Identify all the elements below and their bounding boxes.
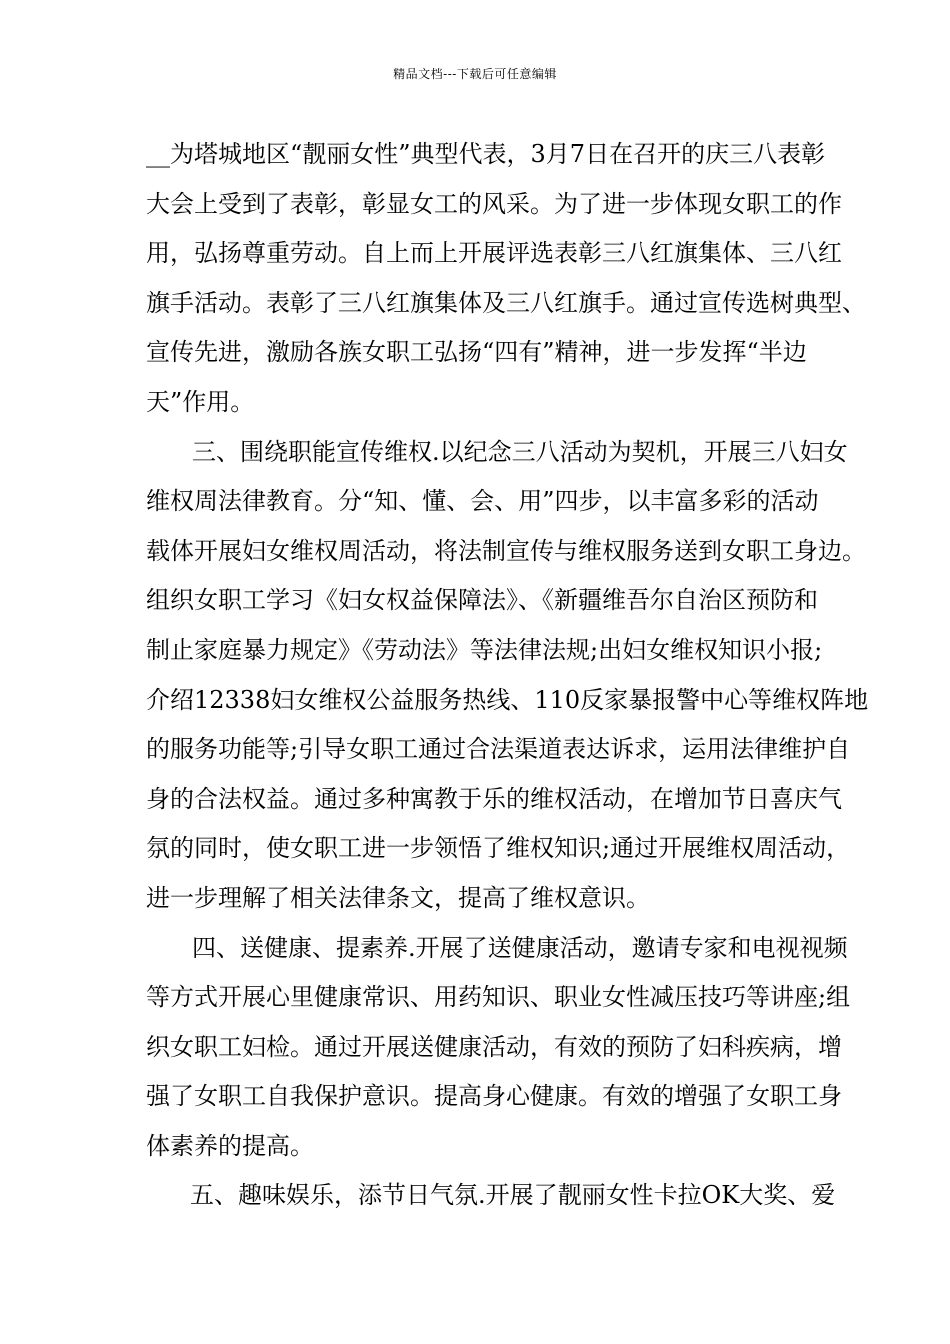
text-line: 强了女职工自我保护意识。提高身心健康。有效的增强了女职工身 — [146, 1082, 842, 1111]
text-line: 介绍12338妇女维权公益服务热线、110反家暴报警中心等维权阵地 — [146, 685, 869, 714]
text-line: 载体开展妇女维权周活动，将法制宣传与维权服务送到女职工身边。 — [146, 536, 866, 565]
paragraph-first-line: 三、围绕职能宣传维权.以纪念三八活动为契机，开展三八妇女 — [192, 437, 848, 466]
text-line: 体素养的提高。 — [146, 1131, 314, 1160]
text-line: 用，弘扬尊重劳动。自上而上开展评选表彰三八红旗集体、三八红 — [146, 239, 842, 268]
text-line: 制止家庭暴力规定》《劳动法》等法律法规;出妇女维权知识小报; — [146, 635, 823, 664]
text-line: 氛的同时，使女职工进一步领悟了维权知识;通过开展维权周活动， — [146, 834, 851, 863]
text-line: 宣传先进，激励各族女职工弘扬“四有”精神，进一步发挥“半边 — [146, 338, 807, 367]
text-line: 进一步理解了相关法律条文，提高了维权意识。 — [146, 883, 650, 912]
text-line: __为塔城地区“靓丽女性”典型代表，3月7日在召开的庆三八表彰 — [146, 140, 826, 168]
document-body — [146, 130, 869, 1221]
text-line: 大会上受到了表彰，彰显女工的风采。为了进一步体现女职工的作 — [146, 189, 842, 218]
text-line: 维权周法律教育。分“知、懂、会、用”四步，以丰富多彩的活动 — [146, 487, 819, 516]
paragraph-first-line: 四、送健康、提素养.开展了送健康活动，邀请专家和电视视频 — [192, 933, 848, 962]
text-line: 的服务功能等;引导女职工通过合法渠道表达诉求，运用法律维护自 — [146, 735, 851, 764]
text-line: 等方式开展心里健康常识、用药知识、职业女性减压技巧等讲座;组 — [146, 983, 851, 1012]
text-line: 旗手活动。表彰了三八红旗集体及三八红旗手。通过宣传选树典型、 — [146, 288, 866, 317]
text-line: 织女职工妇检。通过开展送健康活动，有效的预防了妇科疾病，增 — [146, 1032, 842, 1061]
text-line: 组织女职工学习《妇女权益保障法》、《新疆维吾尔自治区预防和 — [146, 586, 818, 615]
page-header: 精品文档---下载后可任意编辑 — [393, 67, 557, 81]
paragraph-first-line: 五、趣味娱乐，添节日气氛.开展了靓丽女性卡拉OK大奖、爱 — [190, 1181, 836, 1210]
text-line: 身的合法权益。通过多种寓教于乐的维权活动，在增加节日喜庆气 — [146, 784, 842, 813]
text-line: 天”作用。 — [146, 387, 255, 416]
